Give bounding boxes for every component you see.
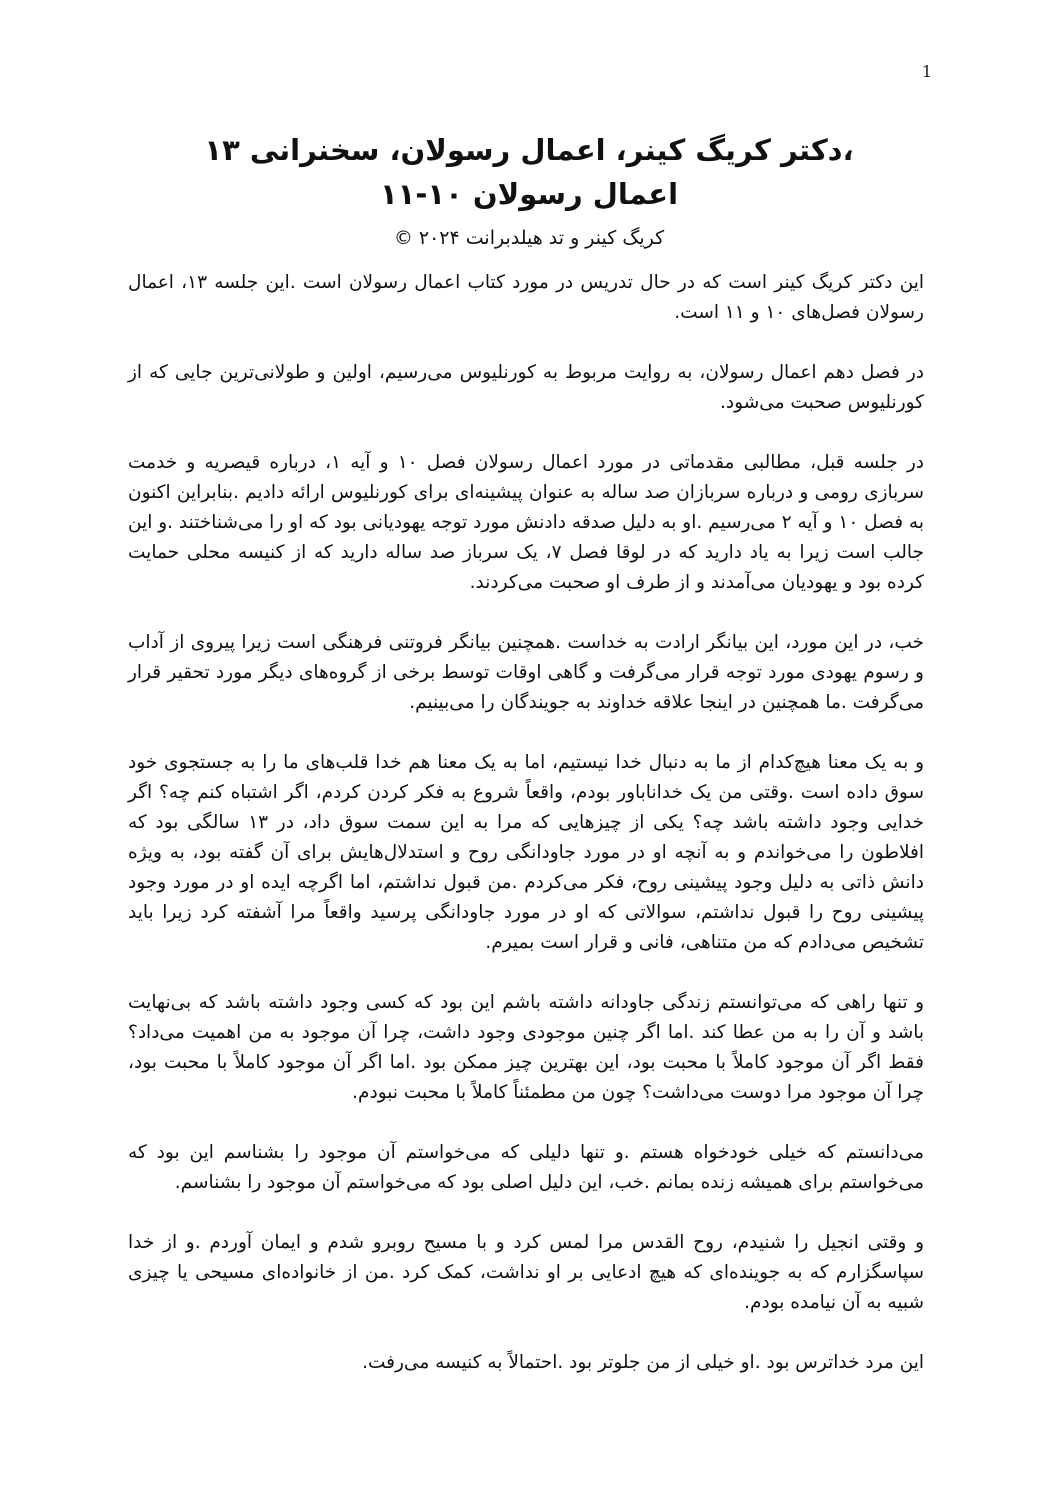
body-text	[128, 268, 924, 1408]
paragraph-9: این مرد خداترس بود .او خیلی از من جلوتر بود .احتمالاً به کنیسه می‌رفت.	[362, 1352, 924, 1373]
title-block	[130, 128, 928, 252]
copyright-subtitle: کریگ کینر و تد هیلدبرانت ۲۰۲۴ ©	[393, 227, 665, 249]
paragraph-5: و به یک معنا هیچ‌کدام از ما به دنبال خدا نیستیم، اما به یک معنا هم خدا قلب‌های ما را به جستجوی خود سوق داده است .وقتی من یک خداناباور بودم، واقعاً شروع به فکر کردن کردم، اگر اشتباه کنم چه؟ اگر خدایی وجود داشته باشد چه؟ یکی از چیزهایی که مرا به این سمت سوق داد، در ۱۳ سالگی بود که افلاطون را می‌خواندم و به آنچه او در مورد جاودانگی روح و استدلال‌هایش برای آن گفته بود، به ویژه دانش ذاتی به دلیل وجود پیشینی روح، فکر می‌کردم .من قبول نداشتم، اما اگرچه ایده او در مورد وجود پیشینی روح را قبول نداشتم، سوالاتی که او در مورد جاودانگی پرسید واقعاً مرا آشفته کرد زیرا باید تشخیص می‌دادم که من متناهی، فانی و قرار است بمیرم.	[128, 752, 924, 953]
paragraph-4: خب، در این مورد، این بیانگر ارادت به خداست .همچنین بیانگر فروتنی فرهنگی است زیرا پیروی از آداب و رسوم یهودی مورد توجه قرار می‌گرفت و گاهی اوقات توسط برخی از گروه‌های دیگر مورد تحقیر قرار می‌گرفت .ما همچنین در اینجا علاقه خداوند به جویندگان را می‌بینیم.	[128, 632, 924, 713]
paragraph-7: می‌دانستم که خیلی خودخواه هستم .و تنها دلیلی که می‌خواستم آن موجود را بشناسم این بود که می‌خواستم برای همیشه زنده بمانم .خب، این دلیل اصلی بود که می‌خواستم آن موجود را بشناسم.	[128, 1142, 924, 1193]
paragraph-6: و تنها راهی که می‌توانستم زندگی جاودانه داشته باشم این بود که کسی وجود داشته باشد که بی‌نهایت باشد و آن را به من عطا کند .اما اگر چنین موجودی وجود داشت، چرا آن موجود به من اهمیت می‌داد؟ فقط اگر آن موجود کاملاً با محبت بود، این بهترین چیز ممکن بود .اما اگر آن موجود کاملاً با محبت بود، چرا آن موجود مرا دوست می‌داشت؟ چون من مطمئناً کاملاً با محبت نبودم.	[128, 992, 924, 1103]
page-number: 1	[921, 62, 932, 81]
title-line-2: اعمال رسولان ۱۰-۱۱	[379, 177, 679, 211]
title-line-1: ،دکتر کریگ کینر، اعمال رسولان، سخنرانی ۱۳	[204, 133, 854, 167]
paragraph-1: این دکتر کریگ کینر است که در حال تدریس در مورد کتاب اعمال رسولان است .این جلسه ۱۳، اعمال رسولان فصل‌های ۱۰ و ۱۱ است.	[128, 272, 925, 323]
paragraph-3: در جلسه قبل، مطالبی مقدماتی در مورد اعمال رسولان فصل ۱۰ و آیه ۱، درباره قیصریه و خدمت سربازی رومی و درباره سربازان صد ساله به عنوان پیشینه‌ای برای کورنلیوس ارائه دادیم .بنابراین اکنون به فصل ۱۰ و آیه ۲ می‌رسیم .او به دلیل صدقه دادنش مورد توجه یهودیانی بود که او را می‌شناختند .و این جالب است زیرا به یاد دارید که در لوقا فصل ۷، یک سرباز صد ساله دارید که از کنیسه محلی حمایت کرده بود و یهودیان می‌آمدند و از طرف او صحبت می‌کردند.	[127, 452, 924, 593]
paragraph-8: و وقتی انجیل را شنیدم، روح القدس مرا لمس کرد و با مسیح روبرو شدم و ایمان آوردم .و از خدا سپاسگزارم که به جوینده‌ای که هیچ ادعایی بر او نداشت، کمک کرد .من از خانواده‌ای مسیحی یا چیزی شبیه به آن نیامده بودم.	[128, 1232, 924, 1313]
paragraph-2: در فصل دهم اعمال رسولان، به روایت مربوط به کورنلیوس می‌رسیم، اولین و طولانی‌ترین جایی که از کورنلیوس صحبت می‌شود.	[128, 362, 924, 413]
